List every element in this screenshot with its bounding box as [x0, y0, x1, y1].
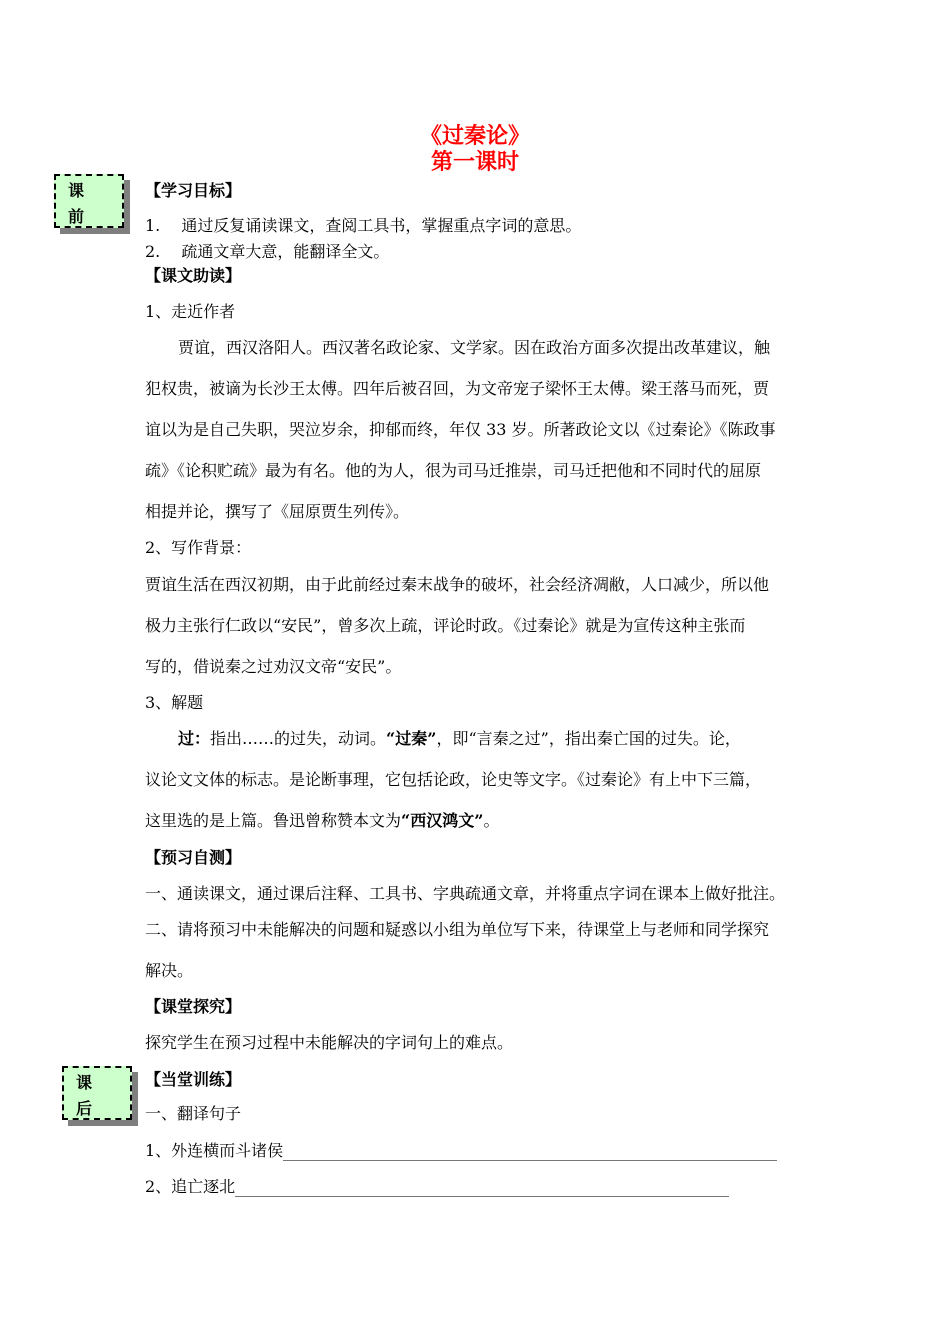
before-box-char-2: 前: [68, 207, 85, 226]
document-subtitle: 第一课时: [430, 150, 519, 175]
luxun-end: 。: [483, 811, 500, 830]
answer-blank-1[interactable]: [283, 1144, 777, 1161]
background-line-2: 极力主张行仁政以“安民”，曾多次上疏，评论时政。《过秦论》就是为宣传这种主张而: [145, 616, 746, 635]
term-guoqin-def: ，即“言秦之过”，指出秦亡国的过失。论，: [436, 729, 741, 748]
after-box-char-2: 后: [76, 1099, 93, 1118]
term-guo-def: 指出……的过失，动词。: [210, 729, 387, 748]
author-line-5: 相提并论，撰写了《屈原贾生列传》。: [145, 502, 410, 521]
luxun-praise: “西汉鸿文”: [401, 811, 484, 830]
title-explain-line-2: 议论文文体的标志。是论断事理，它包括论政，论史等文字。《过秦论》有上中下三篇，: [145, 770, 762, 789]
author-heading: 1、走近作者: [145, 302, 236, 321]
practice-header: 【当堂训练】: [145, 1070, 242, 1089]
sentence-1-text: 1、外连横而斗诸侯: [145, 1141, 284, 1160]
preview-line-2: 二、请将预习中未能解决的问题和疑惑以小组为单位写下来，待课堂上与老师和同学探究: [145, 920, 770, 939]
translate-heading: 一、翻译句子: [145, 1104, 242, 1123]
guide-header: 【课文助读】: [145, 266, 242, 285]
after-class-box: [62, 1066, 132, 1120]
sentence-1: [145, 1138, 777, 1161]
term-guoqin: “过秦”: [386, 729, 437, 748]
preview-line-1: 一、通读课文，通过课后注释、工具书、字典疏通文章，并将重点字词在课本上做好批注。: [145, 884, 786, 903]
title-explain-line-3: [145, 808, 499, 831]
explore-text: 探究学生在预习过程中未能解决的字词句上的难点。: [145, 1033, 514, 1052]
author-line-2: 犯权贵，被谪为长沙王太傅。四年后被召回，为文帝宠子梁怀王太傅。梁王落马而死，贾: [145, 379, 770, 398]
goals-header: 【学习目标】: [145, 181, 242, 200]
before-class-box: [54, 174, 124, 228]
background-heading: 2、写作背景：: [145, 538, 252, 557]
goal-item-2: 2. 疏通文章大意，能翻译全文。: [145, 242, 390, 261]
before-box-char-1: 课: [68, 181, 85, 200]
preview-header: 【预习自测】: [145, 848, 242, 867]
luxun-text: 这里选的是上篇。鲁迅曾称赞本文为: [145, 811, 402, 830]
goal-item-1: 1. 通过反复诵读课文，查阅工具书，掌握重点字词的意思。: [145, 216, 582, 235]
after-box-char-1: 课: [76, 1073, 93, 1092]
answer-blank-2[interactable]: [235, 1180, 729, 1197]
author-line-4: 疏》《论积贮疏》最为有名。他的为人，很为司马迁推崇，司马迁把他和不同时代的屈原: [145, 461, 762, 480]
preview-line-3: 解决。: [145, 961, 194, 980]
sentence-2: [145, 1174, 729, 1197]
title-explain-heading: 3、解题: [145, 693, 204, 712]
background-line-3: 写的，借说秦之过劝汉文帝“安民”。: [145, 657, 402, 676]
document-title: 《过秦论》: [419, 124, 530, 149]
term-guo: 过：: [178, 729, 211, 748]
author-line-3: 谊以为是自己失职，哭泣岁余，抑郁而终，年仅 33 岁。所著政论文以《过秦论》《陈政事: [145, 420, 776, 439]
background-line-1: 贾谊生活在西汉初期，由于此前经过秦末战争的破坏，社会经济凋敝，人口减少，所以他: [145, 575, 770, 594]
author-line-1: 贾谊，西汉洛阳人。西汉著名政论家、文学家。因在政治方面多次提出改革建议，触: [178, 338, 771, 357]
title-explain-line-1: [178, 726, 741, 749]
sentence-2-text: 2、追亡逐北: [145, 1177, 236, 1196]
explore-header: 【课堂探究】: [145, 997, 242, 1016]
